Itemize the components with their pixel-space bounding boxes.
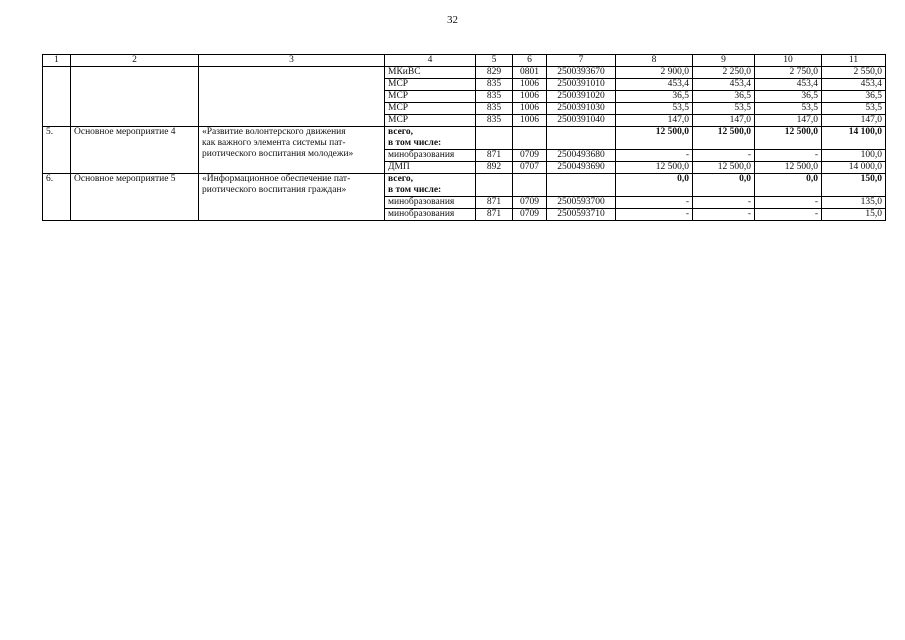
value-cell: - xyxy=(616,209,693,221)
event-title-line: как важного элемента системы пат- xyxy=(202,138,346,148)
grbs-cell: 835 xyxy=(476,79,513,91)
section-cell: 1006 xyxy=(513,79,547,91)
event-title-line: «Информационное обеспечение пат- xyxy=(202,174,351,184)
header-cell: 11 xyxy=(822,55,886,67)
empty-cell xyxy=(199,67,385,127)
value-cell: 453,4 xyxy=(755,79,822,91)
grbs-cell: 835 xyxy=(476,91,513,103)
grbs-cell: 835 xyxy=(476,115,513,127)
header-cell: 5 xyxy=(476,55,513,67)
csr-cell: 2500393670 xyxy=(547,67,616,79)
value-cell: 2 250,0 xyxy=(693,67,755,79)
page-number: 32 xyxy=(447,14,458,26)
value-cell: 453,4 xyxy=(822,79,886,91)
value-cell: 147,0 xyxy=(616,115,693,127)
section-cell: 1006 xyxy=(513,91,547,103)
event-name: Основное мероприятие 5 xyxy=(71,174,199,221)
total-label xyxy=(385,127,476,150)
value-cell: 12 500,0 xyxy=(616,162,693,174)
csr-cell: 2500593700 xyxy=(547,197,616,209)
value-cell: 36,5 xyxy=(822,91,886,103)
total-value: 0,0 xyxy=(755,174,822,197)
source-cell: МКиВС xyxy=(385,67,476,79)
value-cell: 147,0 xyxy=(822,115,886,127)
empty-cell xyxy=(71,67,199,127)
budget-table xyxy=(42,54,886,221)
total-label xyxy=(385,174,476,197)
section-cell: 0709 xyxy=(513,150,547,162)
event-title xyxy=(199,174,385,221)
total-value: 150,0 xyxy=(822,174,886,197)
event-title-line: риотического воспитания граждан» xyxy=(202,185,347,195)
empty-cell xyxy=(513,127,547,150)
header-cell: 1 xyxy=(43,55,71,67)
value-cell: 2 900,0 xyxy=(616,67,693,79)
csr-cell: 2500391010 xyxy=(547,79,616,91)
csr-cell: 2500493680 xyxy=(547,150,616,162)
source-cell: МСР xyxy=(385,115,476,127)
value-cell: - xyxy=(755,150,822,162)
empty-cell xyxy=(547,174,616,197)
header-cell: 7 xyxy=(547,55,616,67)
value-cell: - xyxy=(616,197,693,209)
value-cell: 36,5 xyxy=(616,91,693,103)
total-value: 12 500,0 xyxy=(616,127,693,150)
grbs-cell: 829 xyxy=(476,67,513,79)
total-value: 12 500,0 xyxy=(755,127,822,150)
total-label-line: в том числе: xyxy=(388,138,442,148)
header-cell: 8 xyxy=(616,55,693,67)
section-cell: 0709 xyxy=(513,209,547,221)
csr-cell: 2500493690 xyxy=(547,162,616,174)
value-cell: 453,4 xyxy=(616,79,693,91)
total-value: 0,0 xyxy=(616,174,693,197)
source-cell: минобразования xyxy=(385,209,476,221)
grbs-cell: 892 xyxy=(476,162,513,174)
value-cell: - xyxy=(755,197,822,209)
grbs-cell: 871 xyxy=(476,209,513,221)
section-cell: 0801 xyxy=(513,67,547,79)
value-cell: 2 550,0 xyxy=(822,67,886,79)
value-cell: 53,5 xyxy=(616,103,693,115)
empty-cell xyxy=(513,174,547,197)
value-cell: 147,0 xyxy=(693,115,755,127)
csr-cell: 2500391030 xyxy=(547,103,616,115)
value-cell: 53,5 xyxy=(755,103,822,115)
empty-cell xyxy=(547,127,616,150)
value-cell: - xyxy=(616,150,693,162)
header-cell: 3 xyxy=(199,55,385,67)
header-cell: 6 xyxy=(513,55,547,67)
total-value: 0,0 xyxy=(693,174,755,197)
source-cell: минобразования xyxy=(385,197,476,209)
csr-cell: 2500391040 xyxy=(547,115,616,127)
grbs-cell: 871 xyxy=(476,150,513,162)
empty-cell xyxy=(476,174,513,197)
header-row xyxy=(43,55,886,67)
value-cell: 14 000,0 xyxy=(822,162,886,174)
section-cell: 1006 xyxy=(513,103,547,115)
empty-cell xyxy=(43,67,71,127)
value-cell: - xyxy=(693,209,755,221)
source-cell: МСР xyxy=(385,91,476,103)
header-cell: 10 xyxy=(755,55,822,67)
value-cell: 53,5 xyxy=(822,103,886,115)
row-number: 6. xyxy=(43,174,71,221)
event-total-row xyxy=(43,127,886,150)
value-cell: 147,0 xyxy=(755,115,822,127)
event-title-line: «Развитие волонтерского движения xyxy=(202,127,346,137)
event-title xyxy=(199,127,385,174)
source-cell: МСР xyxy=(385,103,476,115)
header-cell: 9 xyxy=(693,55,755,67)
grbs-cell: 871 xyxy=(476,197,513,209)
row-number: 5. xyxy=(43,127,71,174)
event-name: Основное мероприятие 4 xyxy=(71,127,199,174)
section-cell: 0709 xyxy=(513,197,547,209)
total-value: 12 500,0 xyxy=(693,127,755,150)
csr-cell: 2500593710 xyxy=(547,209,616,221)
value-cell: 36,5 xyxy=(755,91,822,103)
header-cell: 2 xyxy=(71,55,199,67)
value-cell: 36,5 xyxy=(693,91,755,103)
empty-cell xyxy=(476,127,513,150)
value-cell: 2 750,0 xyxy=(755,67,822,79)
header-cell: 4 xyxy=(385,55,476,67)
total-label-line: всего, xyxy=(388,127,413,137)
value-cell: 12 500,0 xyxy=(755,162,822,174)
event-title-line: риотического воспитания молодежи» xyxy=(202,149,354,159)
value-cell: 453,4 xyxy=(693,79,755,91)
value-cell: 53,5 xyxy=(693,103,755,115)
total-value: 14 100,0 xyxy=(822,127,886,150)
source-cell: МСР xyxy=(385,79,476,91)
value-cell: 100,0 xyxy=(822,150,886,162)
value-cell: - xyxy=(693,150,755,162)
csr-cell: 2500391020 xyxy=(547,91,616,103)
event-total-row xyxy=(43,174,886,197)
value-cell: 135,0 xyxy=(822,197,886,209)
grbs-cell: 835 xyxy=(476,103,513,115)
table-row xyxy=(43,67,886,79)
section-cell: 0707 xyxy=(513,162,547,174)
section-cell: 1006 xyxy=(513,115,547,127)
total-label-line: в том числе: xyxy=(388,185,442,195)
source-cell: минобразования xyxy=(385,150,476,162)
source-cell: ДМП xyxy=(385,162,476,174)
value-cell: - xyxy=(693,197,755,209)
value-cell: 15,0 xyxy=(822,209,886,221)
value-cell: - xyxy=(755,209,822,221)
value-cell: 12 500,0 xyxy=(693,162,755,174)
total-label-line: всего, xyxy=(388,174,413,184)
